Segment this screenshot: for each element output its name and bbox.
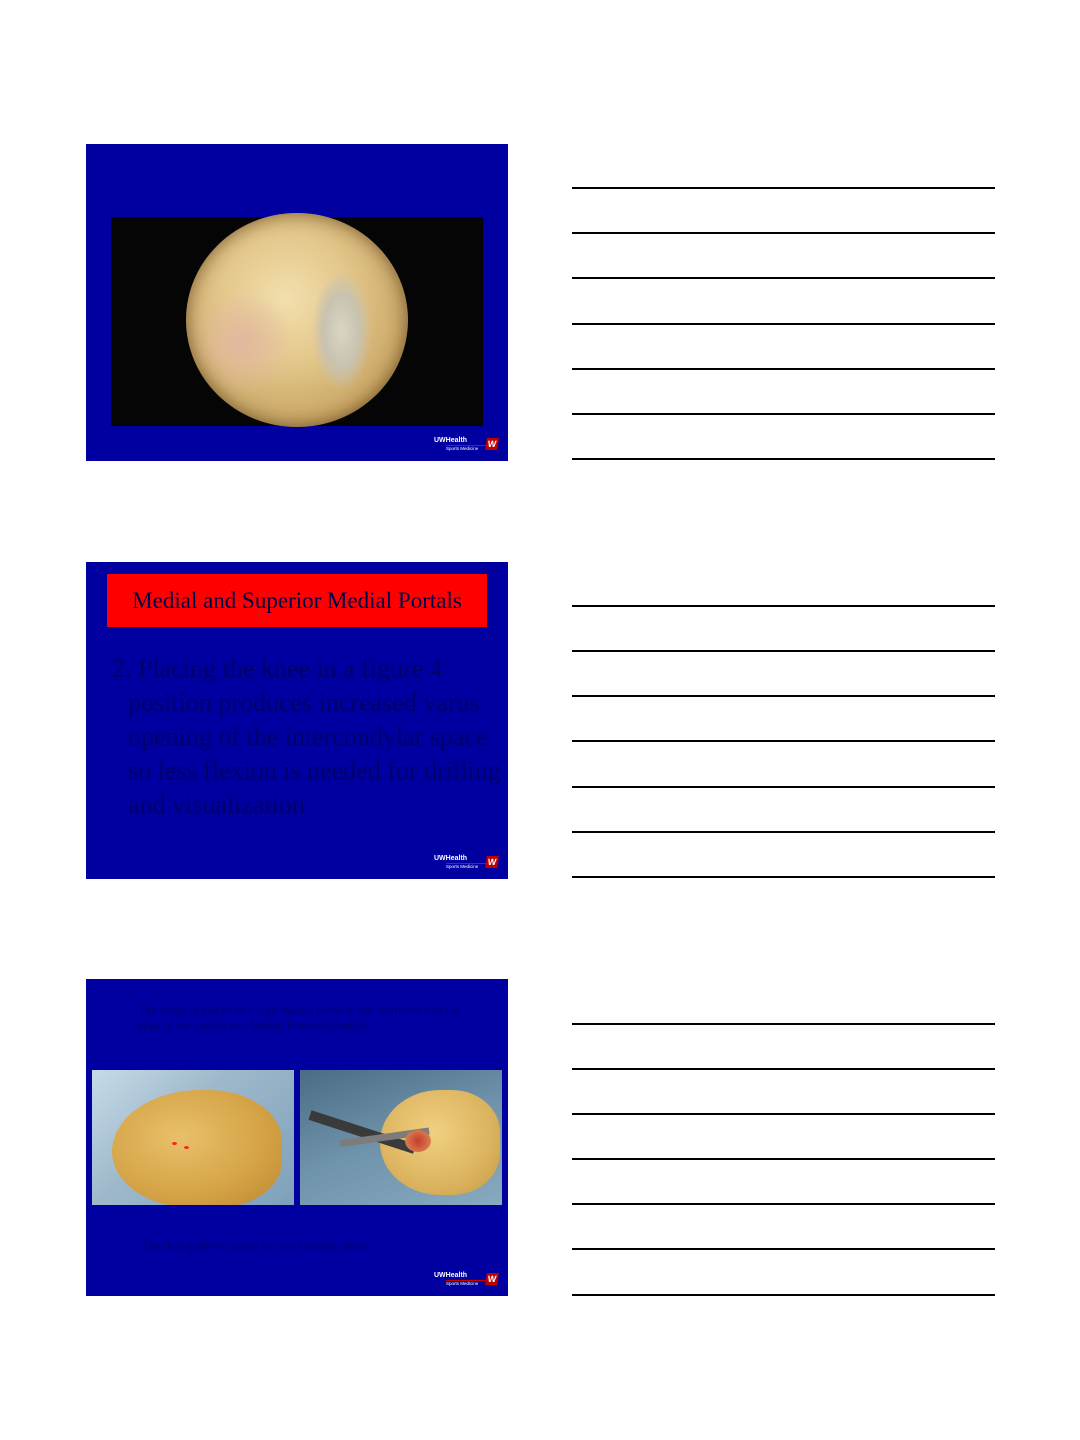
note-line: [572, 786, 995, 788]
note-line: [572, 831, 995, 833]
note-line: [572, 605, 995, 607]
note-line: [572, 323, 995, 325]
note-line: [572, 740, 995, 742]
slide-title-box: [107, 574, 487, 627]
uw-health-logo: UWHealth Sports Medicine W: [434, 437, 497, 451]
note-line: [572, 1068, 995, 1070]
note-line: [572, 650, 995, 652]
note-line: [572, 1158, 995, 1160]
note-line: [572, 1203, 995, 1205]
slide-title: Medial and Superior Medial Portals: [132, 587, 462, 613]
slide-3: [86, 979, 508, 1296]
note-line: [572, 1294, 995, 1296]
slide-1: [86, 144, 508, 461]
note-line: [572, 458, 995, 460]
uw-health-logo: UWHealth Sports Medicine W: [434, 855, 497, 869]
drill-guide-photo: [300, 1070, 502, 1205]
slide-2: [86, 562, 508, 879]
caption-drill-portal: The drill guide is placed in a mid medial portal: [142, 1239, 368, 1253]
note-line: [572, 1023, 995, 1025]
knee-marking-photo: [92, 1070, 294, 1205]
note-line: [572, 368, 995, 370]
arthroscopic-image: [111, 217, 483, 426]
note-line: [572, 187, 995, 189]
note-line: [572, 876, 995, 878]
note-line: [572, 1248, 995, 1250]
uw-health-logo: UWHealth Sports Medicine W: [434, 1272, 497, 1286]
note-line: [572, 232, 995, 234]
arthroscopic-view: [186, 213, 408, 427]
slide-body-text: 2. Placing the knee in a figure 4 position produces increased varus opening of the intercondylar space so less flexion is needed for drilling and visualization: [112, 654, 501, 819]
caption-scope-portal: The scope is placed in a high medial portal at the confluence of the edge of the patella and Medial Femoral Condyle: [138, 1003, 460, 1032]
note-line: [572, 1113, 995, 1115]
note-line: [572, 695, 995, 697]
note-line: [572, 277, 995, 279]
note-line: [572, 413, 995, 415]
